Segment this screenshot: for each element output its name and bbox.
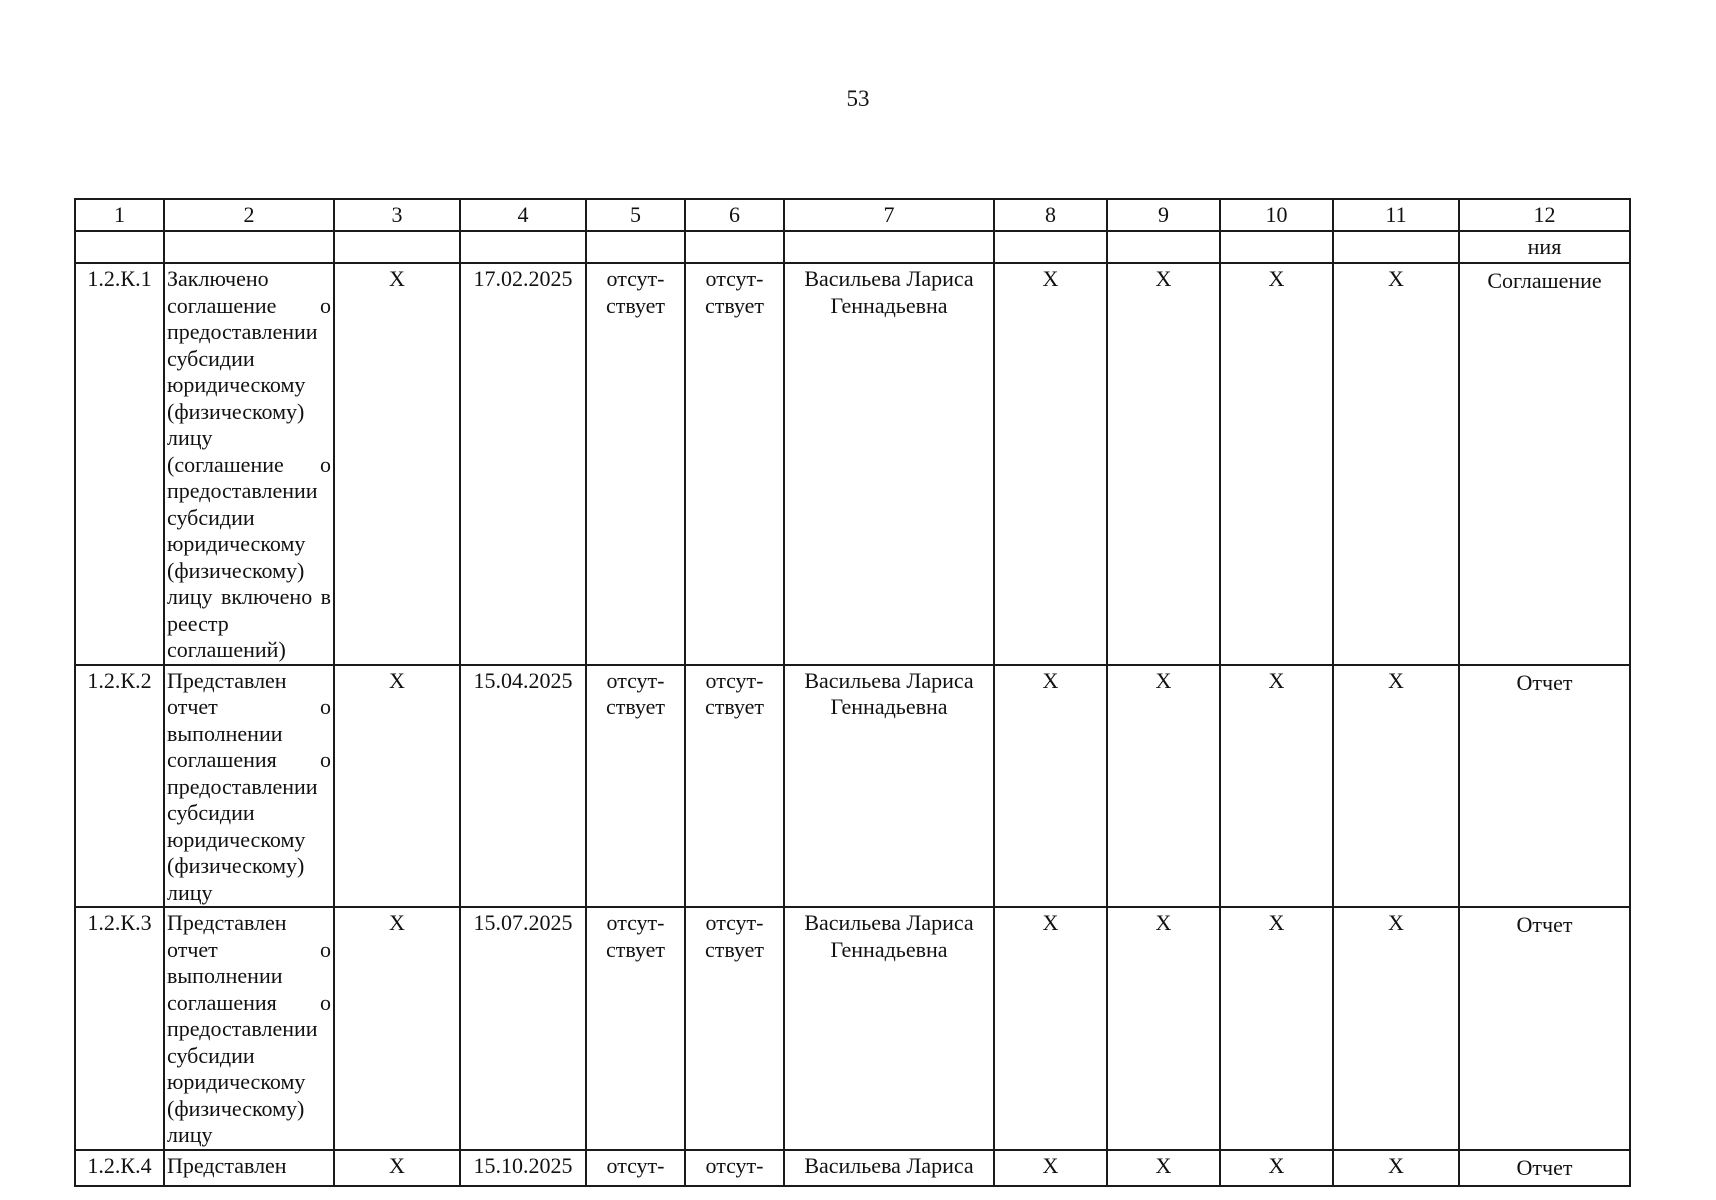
empty-cell: [75, 231, 164, 263]
row-code: 1.2.К.2: [75, 665, 164, 908]
cell-absent-text: отсут- ствует: [605, 910, 666, 962]
control-points-table: [74, 198, 1631, 1187]
cell-x-mark: X: [1333, 665, 1459, 908]
cell-x-mark: X: [1220, 665, 1333, 908]
cell-x-mark: X: [1107, 665, 1220, 908]
cell-absent-text: отсут- ствует: [704, 910, 765, 962]
cell-x-mark: X: [1333, 263, 1459, 665]
cell-x-mark: X: [1107, 1150, 1220, 1186]
empty-cell: [1220, 231, 1333, 263]
table-subheader-row: [75, 231, 1630, 263]
column-number: 8: [994, 199, 1107, 231]
cell-x-mark: X: [1220, 263, 1333, 665]
cell-absent: [685, 1150, 784, 1186]
empty-cell: [784, 231, 994, 263]
empty-cell: [685, 231, 784, 263]
row-name: Заключено соглашение о предоставлении субсидии юридическому (физическому) лицу (соглашение о предоставлении субсидии юридическому (физическому) лицу включено в реестр соглашений): [164, 263, 334, 665]
column-number: 5: [586, 199, 685, 231]
row-responsible: Васильева Лариса: [784, 1150, 994, 1186]
cell-x-mark: X: [334, 665, 460, 908]
row-name: Представлен отчет о выполнении соглашения о предоставлении субсидии юридическому (физическому) лицу: [164, 907, 334, 1150]
empty-cell: [334, 231, 460, 263]
cell-x-mark: X: [994, 665, 1107, 908]
cell-x-mark: X: [334, 1150, 460, 1186]
table-row: [75, 1150, 1630, 1186]
column-number: 4: [460, 199, 586, 231]
cell-absent: [586, 665, 685, 908]
cell-absent: [685, 907, 784, 1150]
cell-absent-text: отсут-: [606, 1152, 665, 1178]
cell-absent-text: отсут-: [705, 1152, 764, 1178]
row-code: 1.2.К.3: [75, 907, 164, 1150]
row-code: 1.2.К.4: [75, 1150, 164, 1186]
subheader-continuation: ния: [1459, 231, 1630, 263]
column-number: 12: [1459, 199, 1630, 231]
empty-cell: [460, 231, 586, 263]
column-number: 11: [1333, 199, 1459, 231]
row-result: Соглашение: [1459, 263, 1630, 665]
cell-absent-text: отсут- ствует: [704, 667, 765, 719]
table-row: [75, 665, 1630, 908]
cell-absent-text: отсут- ствует: [605, 667, 666, 719]
cell-x-mark: X: [1220, 907, 1333, 1150]
empty-cell: [1333, 231, 1459, 263]
page-number: 53: [846, 86, 870, 111]
empty-cell: [994, 231, 1107, 263]
row-responsible: Васильева Лариса Геннадьевна: [784, 263, 994, 665]
cell-absent: [586, 1150, 685, 1186]
column-number: 3: [334, 199, 460, 231]
row-date: 15.10.2025: [460, 1150, 586, 1186]
cell-x-mark: X: [1333, 907, 1459, 1150]
row-code: 1.2.К.1: [75, 263, 164, 665]
row-date: 15.07.2025: [460, 907, 586, 1150]
row-result: Отчет: [1459, 907, 1630, 1150]
row-responsible: Васильева Лариса Геннадьевна: [784, 907, 994, 1150]
empty-cell: [1107, 231, 1220, 263]
cell-x-mark: X: [994, 263, 1107, 665]
empty-cell: [586, 231, 685, 263]
row-responsible: Васильева Лариса Геннадьевна: [784, 665, 994, 908]
cell-x-mark: X: [1107, 263, 1220, 665]
row-result: Отчет: [1459, 1150, 1630, 1186]
cell-x-mark: X: [334, 907, 460, 1150]
cell-x-mark: X: [334, 263, 460, 665]
column-number: 6: [685, 199, 784, 231]
row-date: 17.02.2025: [460, 263, 586, 665]
cell-x-mark: X: [994, 907, 1107, 1150]
cell-absent-text: отсут- ствует: [605, 266, 666, 318]
row-date: 15.04.2025: [460, 665, 586, 908]
row-name: Представлен отчет о выполнении соглашения о предоставлении субсидии юридическому (физическому) лицу: [164, 665, 334, 908]
cell-x-mark: X: [1107, 907, 1220, 1150]
row-name: Представлен: [164, 1150, 334, 1186]
column-number: 2: [164, 199, 334, 231]
cell-absent: [685, 263, 784, 665]
cell-absent: [586, 263, 685, 665]
cell-absent: [586, 907, 685, 1150]
column-number: 7: [784, 199, 994, 231]
table-row: [75, 263, 1630, 665]
table-header-row: [75, 199, 1630, 231]
cell-x-mark: X: [1333, 1150, 1459, 1186]
cell-absent-text: отсут- ствует: [704, 266, 765, 318]
cell-x-mark: X: [994, 1150, 1107, 1186]
column-number: 1: [75, 199, 164, 231]
cell-absent: [685, 665, 784, 908]
column-number: 10: [1220, 199, 1333, 231]
column-number: 9: [1107, 199, 1220, 231]
table-row: [75, 907, 1630, 1150]
empty-cell: [164, 231, 334, 263]
row-result: Отчет: [1459, 665, 1630, 908]
cell-x-mark: X: [1220, 1150, 1333, 1186]
